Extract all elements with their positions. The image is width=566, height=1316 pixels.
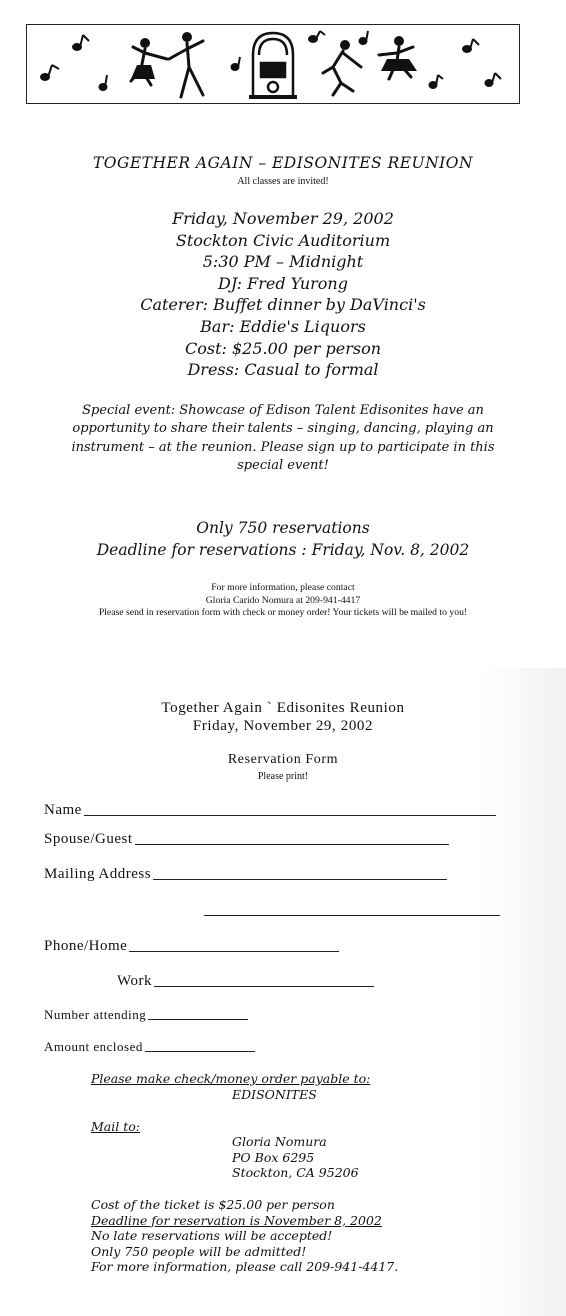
mail-city: Stockton, CA 95206 (232, 1165, 359, 1180)
number-attending-field[interactable] (44, 1007, 248, 1023)
phone-work-label: Work (117, 973, 152, 989)
number-attending-line[interactable] (148, 1018, 248, 1020)
address-line-2[interactable] (204, 915, 500, 916)
contact-line-1: For more information, please contact (211, 582, 355, 593)
special-event-text: Special event: Showcase of Edison Talent Edisonites have an opportunity to share their talents – singing, dancing, playing an instrument – at the reunion. Please sign up to participate in this special event! (71, 403, 495, 474)
address-field[interactable] (44, 866, 447, 883)
name-line[interactable] (84, 814, 496, 816)
reservation-deadline: Deadline for reservations : Friday, Nov. 8, 2002 (96, 540, 470, 559)
phone-work-field[interactable] (117, 973, 374, 990)
amount-enclosed-line[interactable] (145, 1050, 255, 1052)
dancing-couple-icon (131, 32, 203, 97)
mail-name: Gloria Nomura (232, 1134, 327, 1149)
amount-enclosed-field[interactable] (44, 1039, 255, 1055)
note-limit: Only 750 people will be admitted! (91, 1243, 307, 1259)
reservation-limit: Only 750 reservations (196, 519, 370, 537)
ticket-notes (91, 1197, 398, 1275)
event-dress: Dress: Casual to formal (187, 360, 379, 380)
phone-home-label: Phone/Home (44, 938, 128, 954)
event-date: Friday, November 29, 2002 (172, 209, 394, 228)
note-cost: Cost of the ticket is $25.00 per person (91, 1197, 335, 1212)
form-header (0, 699, 566, 735)
address-label: Mailing Address (44, 866, 152, 882)
note-deadline: Deadline for reservation is November 8, 2002 (91, 1212, 382, 1228)
note-more-info: For more information, please call 209-941-4417. (91, 1259, 399, 1274)
form-header-line-1: Together Again ` Edisonites Reunion (161, 700, 405, 716)
event-caterer: Caterer: Buffet dinner by DaVinci's (140, 295, 426, 315)
mail-box: PO Box 6295 (232, 1149, 315, 1165)
number-attending-label: Number attending (44, 1007, 147, 1022)
event-venue: Stockton Civic Auditorium (175, 230, 391, 250)
event-cost: Cost: $25.00 per person (184, 338, 381, 358)
name-field[interactable] (44, 802, 496, 819)
form-title: Reservation Form (227, 752, 339, 767)
contact-info (60, 582, 506, 620)
form-subtitle: Please print! (257, 771, 309, 782)
amount-enclosed-label: Amount enclosed (44, 1039, 143, 1054)
event-bar: Bar: Eddie's Liquors (200, 316, 366, 336)
banner-artwork (27, 25, 520, 104)
contact-line-2: Gloria Carido Nomura at 209-941-4417 (205, 594, 361, 606)
name-label: Name (44, 802, 82, 818)
event-subtitle: All classes are invited! (237, 176, 329, 187)
spouse-line[interactable] (135, 843, 449, 845)
phone-work-line[interactable] (154, 985, 374, 987)
payable-label: Please make check/money order payable to: (91, 1071, 371, 1086)
spouse-label: Spouse/Guest (44, 831, 133, 847)
event-title: TOGETHER AGAIN – EDISONITES REUNION (92, 154, 474, 172)
mail-label: Mail to: (91, 1119, 140, 1134)
mail-address (232, 1134, 359, 1181)
contact-line-3: Please send in reservation form with check or money order! Your tickets will be mailed to you! (98, 607, 468, 619)
note-no-late: No late reservations will be accepted! (91, 1228, 333, 1243)
phone-home-field[interactable] (44, 938, 339, 955)
address-line[interactable] (153, 878, 447, 880)
dance-banner (26, 24, 520, 104)
event-time: 5:30 PM – Midnight (202, 252, 364, 272)
dancing-couple-icon (323, 36, 417, 95)
jukebox-icon (249, 33, 297, 97)
event-dj: DJ: Fred Yurong (218, 273, 348, 293)
reservation-info (0, 518, 566, 561)
phone-home-line[interactable] (129, 950, 339, 952)
event-details (0, 208, 566, 381)
spouse-field[interactable] (44, 831, 449, 848)
form-header-line-2: Friday, November 29, 2002 (192, 718, 374, 734)
payable-to: EDISONITES (232, 1087, 317, 1102)
